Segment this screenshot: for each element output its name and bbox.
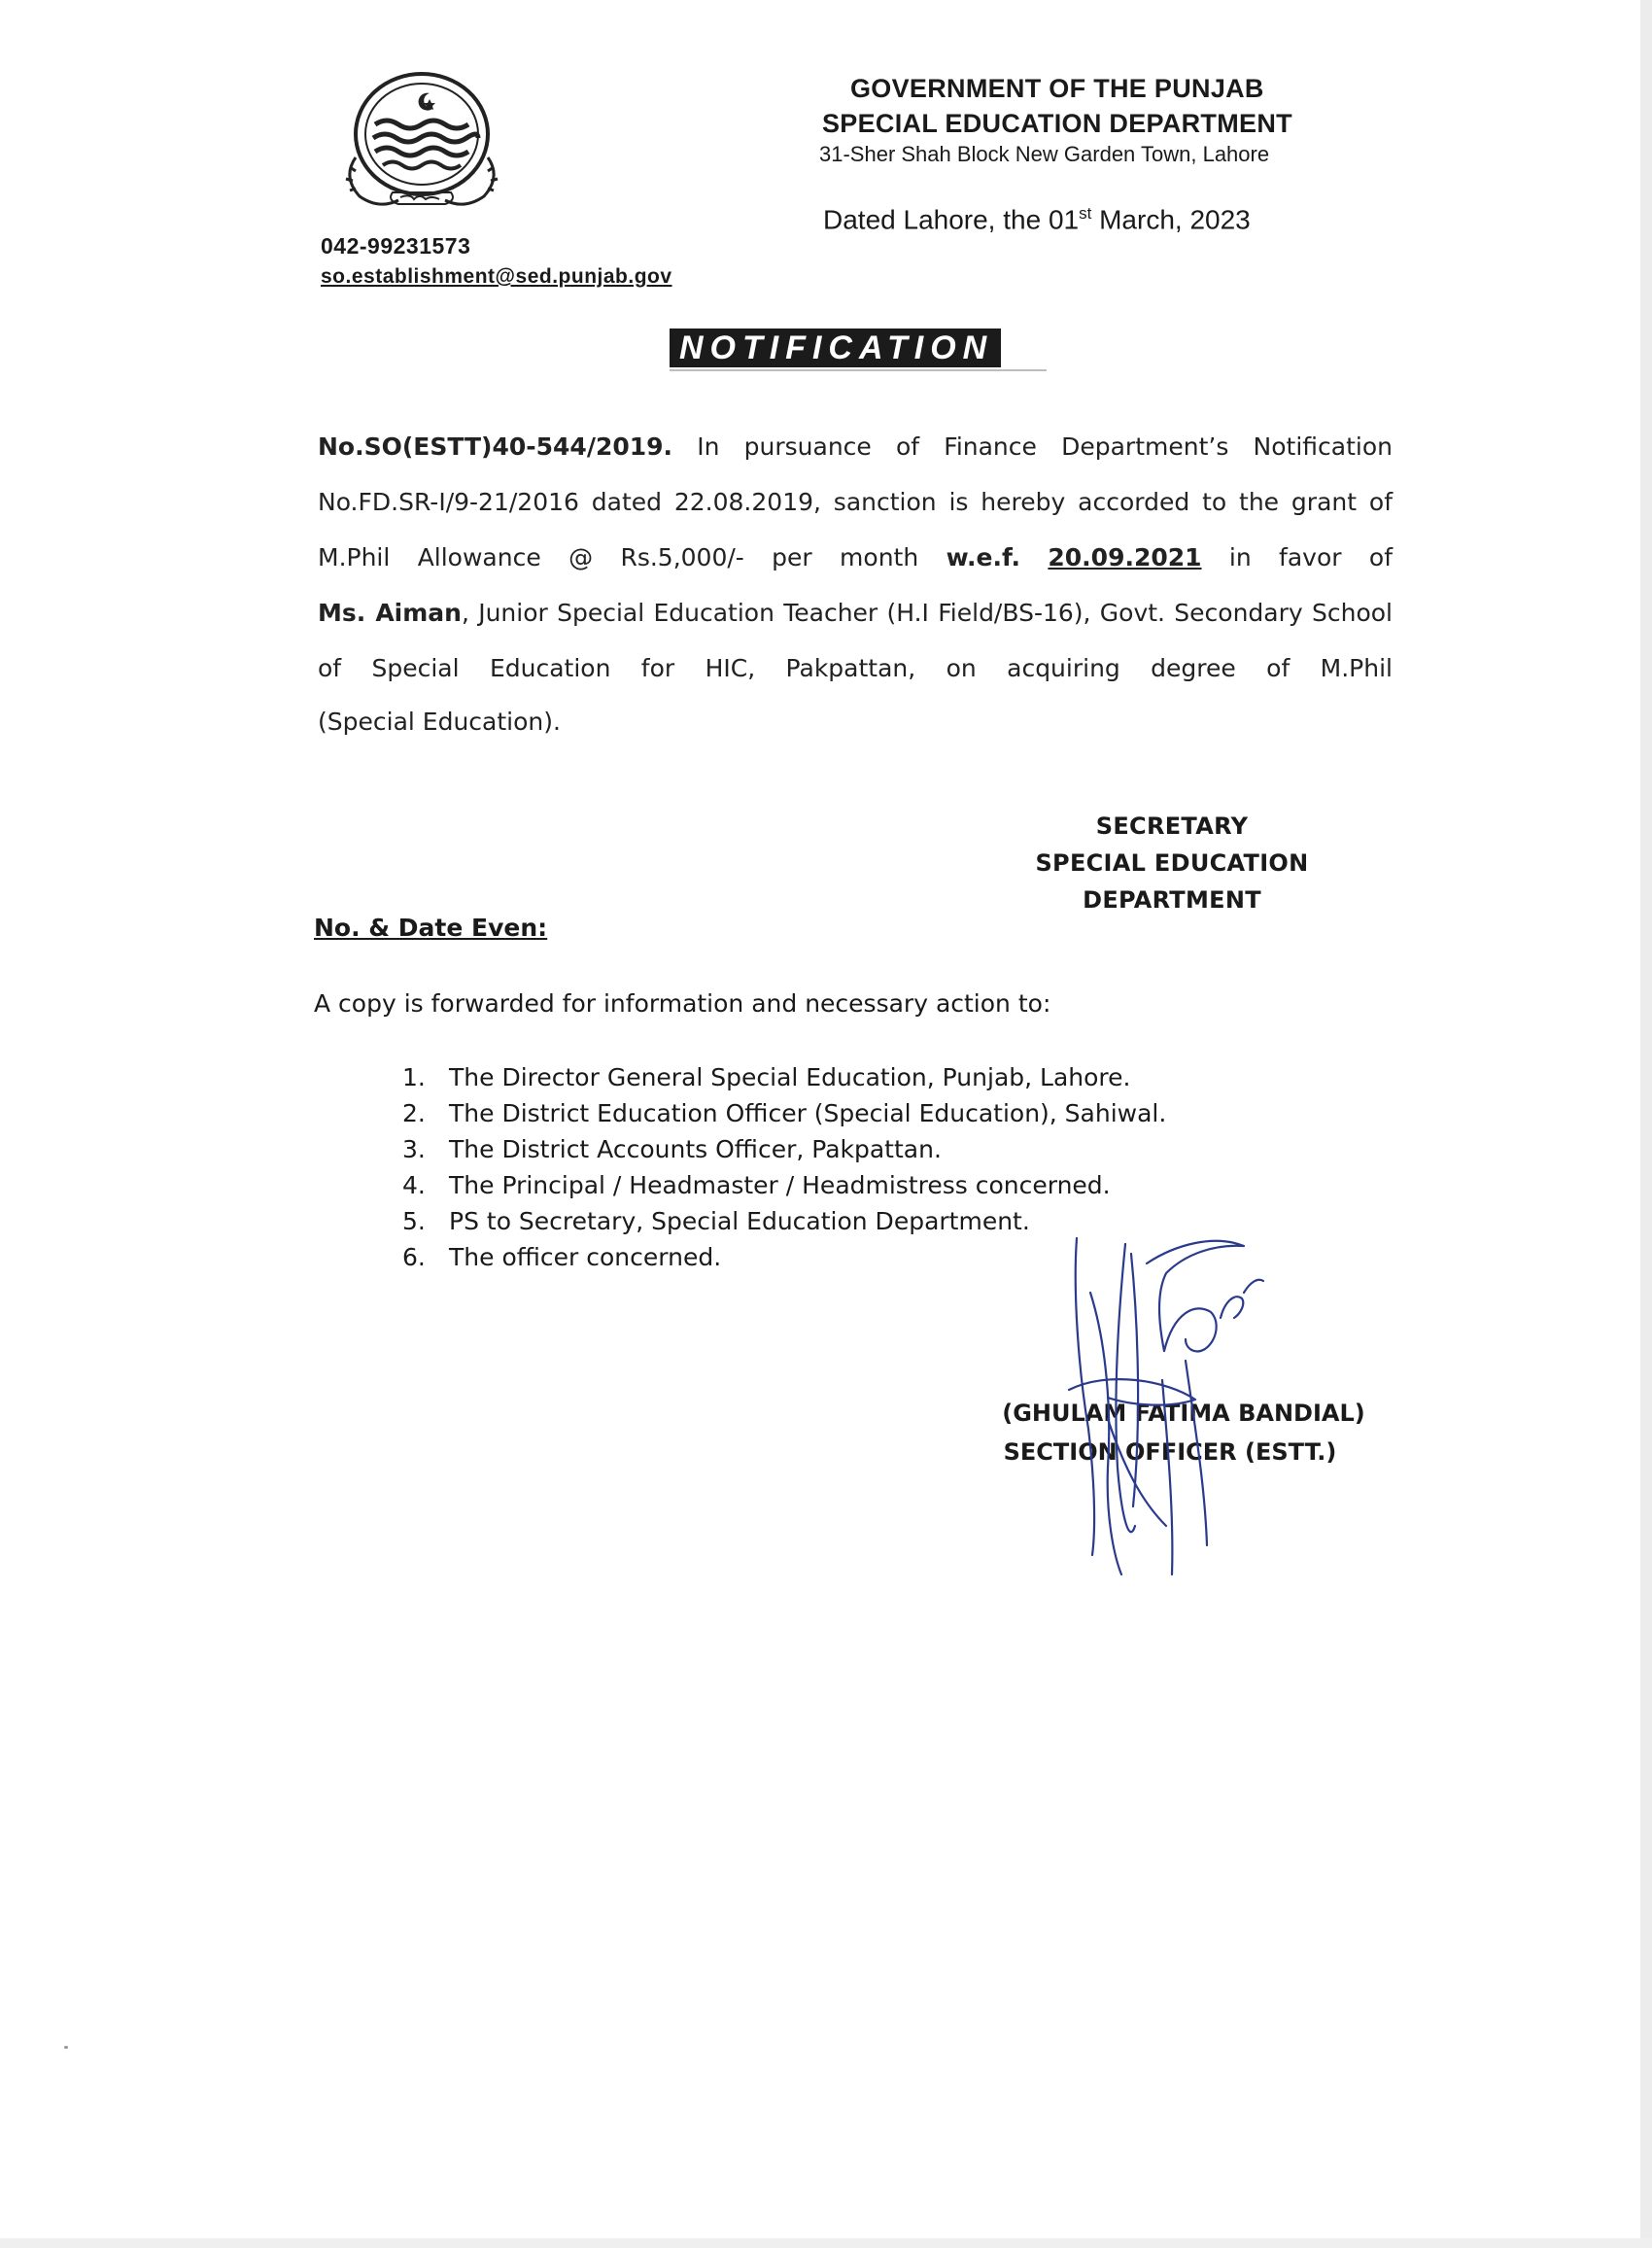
department-address: 31-Sher Shah Block New Garden Town, Lahore [819,142,1270,166]
body-line-2: No.FD.SR-I/9-21/2016 dated 22.08.2019, sanction is hereby accorded to the grant of [318,488,1393,516]
body-line-3: M.Phil Allowance @ Rs.5,000/- per month w.e.f. 20.09.2021 in favor of [318,543,1394,571]
list-item: 1. The Director General Special Education, Punjab, Lahore. [402,1063,1131,1091]
signatory-designation: SECTION OFFICER (ESTT.) [1003,1438,1337,1466]
body-line-5: of Special Education for HIC, Pakpattan, on acquiring degree of M.Phil [318,654,1393,682]
secretary-line-1: SECRETARY [1095,813,1249,840]
department-title: SPECIAL EDUCATION DEPARTMENT [822,109,1292,138]
email-address: so.establishment@sed.punjab.gov [321,265,672,288]
notification-number: No.SO(ESTT)40-544/2019. [318,432,673,461]
secretary-line-3: DEPARTMENT [1083,886,1261,914]
copy-forward-line: A copy is forwarded for information and necessary action to: [314,989,1051,1018]
signatory-name: (GHULAM FATIMA BANDIAL) [1002,1400,1365,1427]
phone-number: 042-99231573 [321,233,471,259]
no-and-date-even: No. & Date Even: [314,914,548,942]
list-item: 3. The District Accounts Officer, Pakpattan. [402,1135,942,1163]
body-line-4: Ms. Aiman, Junior Special Education Teacher (H.I Field/BS-16), Govt. Secondary School [318,599,1393,627]
scan-edge-right [1640,0,1652,2248]
list-item: 5. PS to Secretary, Special Education Department. [402,1207,1030,1235]
secretary-line-2: SPECIAL EDUCATION [1035,849,1309,877]
body-line-1: No.SO(ESTT)40-544/2019. In pursuance of Finance Department’s Notification [318,432,1393,461]
notification-title: NOTIFICATION [670,329,1001,367]
list-item: 4. The Principal / Headmaster / Headmistress concerned. [402,1171,1111,1199]
scan-speck [64,2046,68,2049]
scan-edge-bottom [0,2238,1652,2248]
list-item: 6. The officer concerned. [402,1243,722,1271]
issue-date: Dated Lahore, the 01st March, 2023 [823,204,1251,235]
list-item: 2. The District Education Officer (Special Education), Sahiwal. [402,1099,1167,1127]
body-line-6: (Special Education). [318,708,561,736]
effective-date: 20.09.2021 [1048,543,1202,571]
government-of-punjab-emblem-icon [336,70,503,218]
handwritten-signature-icon [1050,1234,1322,1584]
notification-underline [670,369,1047,371]
government-title: GOVERNMENT OF THE PUNJAB [850,74,1264,103]
employee-name: Ms. Aiman [318,599,462,627]
